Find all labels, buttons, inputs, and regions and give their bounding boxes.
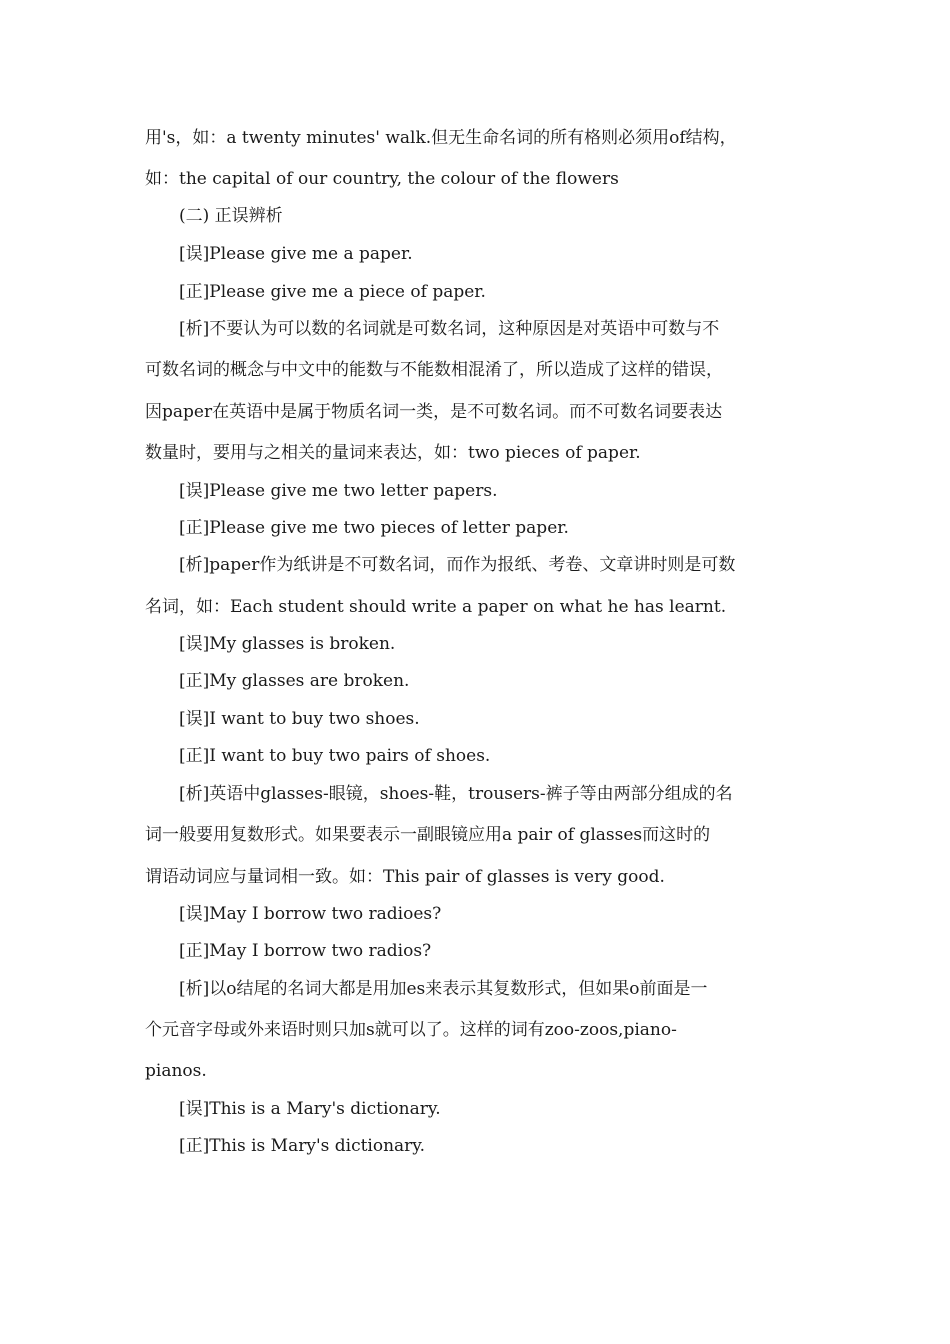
text-line: [正]I want to buy two pairs of shoes. <box>179 746 491 766</box>
text-line: 因paper在英语中是属于物质名词一类，是不可数名词。而不可数名词要表达 <box>145 402 723 422</box>
text-line: [析]以o结尾的名词大都是用加es来表示其复数形式，但如果o前面是一 <box>179 979 708 999</box>
text-line: 谓语动词应与量词相一致。如：This pair of glasses is very good. <box>145 867 665 887</box>
text-line: [析]不要认为可以数的名词就是可数名词，这种原因是对英语中可数与不 <box>179 319 720 339</box>
text-line: [正]This is Mary's dictionary. <box>179 1136 426 1156</box>
text-line: 数量时，要用与之相关的量词来表达，如：two pieces of paper. <box>145 443 641 463</box>
section-heading: (二) 正误辨析 <box>179 206 283 226</box>
text-line: [析]paper作为纸讲是不可数名词，而作为报纸、考卷、文章讲时则是可数 <box>179 555 736 575</box>
text-line: [正]Please give me a piece of paper. <box>179 282 486 302</box>
text-line: [正]Please give me two pieces of letter paper. <box>179 518 569 538</box>
text-line: [正]My glasses are broken. <box>179 671 410 691</box>
text-line: [正]May I borrow two radios? <box>179 941 432 961</box>
text-line: [误]This is a Mary's dictionary. <box>179 1099 441 1119</box>
text-line: 可数名词的概念与中文中的能数与不能数相混淆了，所以造成了这样的错误， <box>145 360 723 380</box>
text-line: [析]英语中glasses-眼镜，shoes-鞋，trousers-裤子等由两部分组成的名 <box>179 784 733 804</box>
text-line: pianos. <box>145 1061 207 1081</box>
text-line: 如：the capital of our country, the colour of the flowers <box>145 169 619 189</box>
text-line: 用's，如：a twenty minutes' walk.但无生命名词的所有格则必须用of结构， <box>145 128 737 148</box>
text-line: [误]Please give me a paper. <box>179 244 413 264</box>
text-line: [误]My glasses is broken. <box>179 634 396 654</box>
text-line: 个元音字母或外来语时则只加s就可以了。这样的词有zoo-zoos,piano- <box>145 1020 677 1040</box>
text-line: 词一般要用复数形式。如果要表示一副眼镜应用a pair of glasses而这时的 <box>145 825 711 845</box>
text-line: 名词，如：Each student should write a paper on what he has learnt. <box>145 597 727 617</box>
text-line: [误]I want to buy two shoes. <box>179 709 420 729</box>
text-line: [误]Please give me two letter papers. <box>179 481 498 501</box>
text-line: [误]May I borrow two radioes? <box>179 904 442 924</box>
